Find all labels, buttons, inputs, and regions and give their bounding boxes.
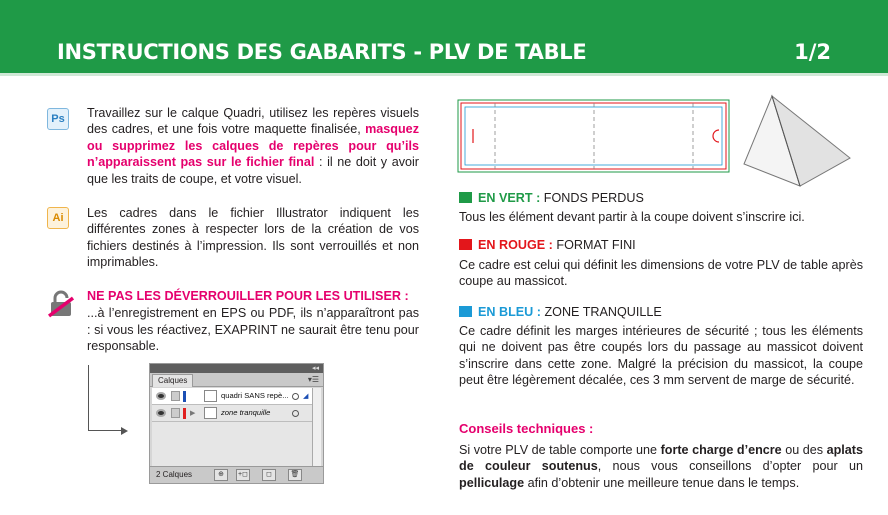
arrow-head: [121, 427, 128, 435]
section-vert-title: [459, 191, 644, 205]
panel-menu-icon[interactable]: ▾☰: [307, 375, 319, 384]
conseils-bold-3: pelliculage: [459, 475, 525, 490]
green-swatch: [459, 192, 472, 203]
header-banner: [0, 0, 888, 76]
rouge-label: FORMAT FINI: [556, 238, 636, 252]
lock-icon[interactable]: [171, 408, 180, 418]
layer-name: zone tranquille: [221, 408, 271, 417]
warning-title: NE PAS LES DÉVERROUILLER POUR LES UTILISER :: [87, 289, 409, 303]
conseils-part-2: ou des: [781, 443, 827, 457]
photoshop-icon: Ps: [47, 108, 69, 130]
arrow-line-vertical: [88, 365, 89, 431]
table-tent-illustration: [742, 94, 852, 190]
red-swatch: [459, 239, 472, 250]
conseils-part-1: Si votre PLV de table comporte une: [459, 443, 661, 457]
template-diagram: [457, 99, 730, 173]
section-vert-text: Tous les élément devant partir à la coupe doivent s’inscrire ici.: [459, 210, 805, 224]
layers-list: [152, 388, 312, 466]
warning-text: ...à l’enregistrement en EPS ou PDF, ils n’apparaîtront pas : si vous les réactivez, EXAPRINT ne saurait être tenu pour responsable.: [87, 306, 419, 354]
tab-calques[interactable]: Calques: [152, 374, 193, 387]
layer-name: quadri SANS repè...: [221, 391, 289, 400]
conseils-text: [459, 442, 863, 491]
layer-row-quadri[interactable]: [152, 388, 312, 405]
ps-text-1: Travaillez sur le calque Quadri, utilisez les repères visuels des cadres, et une fois votre maquette finalisée,: [87, 106, 419, 137]
blue-swatch: [459, 306, 472, 317]
new-sublayer-button[interactable]: +◻: [236, 469, 250, 481]
layers-scrollbar[interactable]: [312, 388, 321, 466]
panel-footer: [150, 466, 323, 483]
bleu-label: ZONE TRANQUILLE: [544, 305, 662, 319]
section-rouge-title: [459, 238, 636, 252]
section-bleu-text: Ce cadre définit les marges intérieures de sécurité ; tous les éléments qui ne doivent pas être coupés lors du passage au massicot doivent s’inscrire dans cette zone. Malgré la précision du massicot, la coupe peut être légèrement décalée, ces 3 mm servent de marge de sécurité.: [459, 324, 863, 388]
delete-layer-button[interactable]: 🗑: [288, 469, 302, 481]
page-number: 1/2: [794, 40, 831, 64]
layer-thumbnail: [204, 390, 217, 402]
conseils-bold-1: forte charge d’encre: [660, 443, 782, 457]
expand-triangle-icon[interactable]: ▶: [190, 410, 196, 417]
layer-count: 2 Calques: [156, 470, 193, 479]
lock-toggle[interactable]: [171, 391, 180, 401]
conseils-title: Conseils techniques :: [459, 421, 594, 436]
panel-tab-row: [150, 373, 323, 387]
layer-color-swatch: [183, 408, 186, 419]
layer-color-swatch: [183, 391, 186, 402]
layer-row-zone-tranquille[interactable]: [152, 405, 312, 422]
conseils-part-3: , nous vous conseillons d’opter pour un: [597, 459, 863, 474]
locate-object-button[interactable]: ⊕: [214, 469, 228, 481]
layer-thumbnail: [204, 407, 217, 419]
new-layer-button[interactable]: ◻: [262, 469, 276, 481]
layers-panel: [149, 363, 324, 484]
conseils-bold-2: aplats de couleur soutenus: [459, 443, 863, 474]
bleu-keyword: EN BLEU :: [478, 305, 541, 319]
vert-label: FONDS PERDUS: [543, 191, 644, 205]
vert-keyword: EN VERT :: [478, 191, 541, 205]
page-title: INSTRUCTIONS DES GABARITS - PLV DE TABLE: [57, 40, 587, 64]
selection-indicator-icon: ◢: [303, 393, 309, 400]
rouge-keyword: EN ROUGE :: [478, 238, 553, 252]
visibility-eye-icon[interactable]: [156, 392, 166, 400]
section-rouge-text: Ce cadre est celui qui définit les dimensions de votre PLV de table après coupe au massicot.: [459, 258, 863, 289]
section-bleu-title: [459, 305, 662, 319]
panel-collapse-bar[interactable]: ◂◂: [150, 364, 323, 373]
unlock-forbidden-icon: [48, 290, 74, 318]
conseils-part-4: afin d’obtenir une meilleure tenue dans le temps.: [524, 475, 800, 490]
target-circle-icon[interactable]: [292, 393, 299, 400]
ps-text-emphasis: masquez ou supprimez les calques de repères pour qu’ils n’apparaissent pas sur le fichier final: [87, 122, 419, 170]
ps-text-2: : il ne doit y avoir que les traits de coupe, et votre visuel.: [87, 155, 419, 186]
arrow-line-horizontal: [88, 430, 124, 431]
illustrator-icon: Ai: [47, 207, 69, 229]
target-circle-icon[interactable]: [292, 410, 299, 417]
visibility-eye-icon[interactable]: [156, 409, 166, 417]
illustrator-instructions: Les cadres dans le fichier Illustrator indiquent les différentes zones à respecter lors de la création de vos fichiers destinés à l’impression. Ils sont verrouillés et non imprimables.: [87, 206, 419, 270]
lock-warning: [87, 288, 419, 355]
photoshop-instructions: [87, 105, 419, 187]
